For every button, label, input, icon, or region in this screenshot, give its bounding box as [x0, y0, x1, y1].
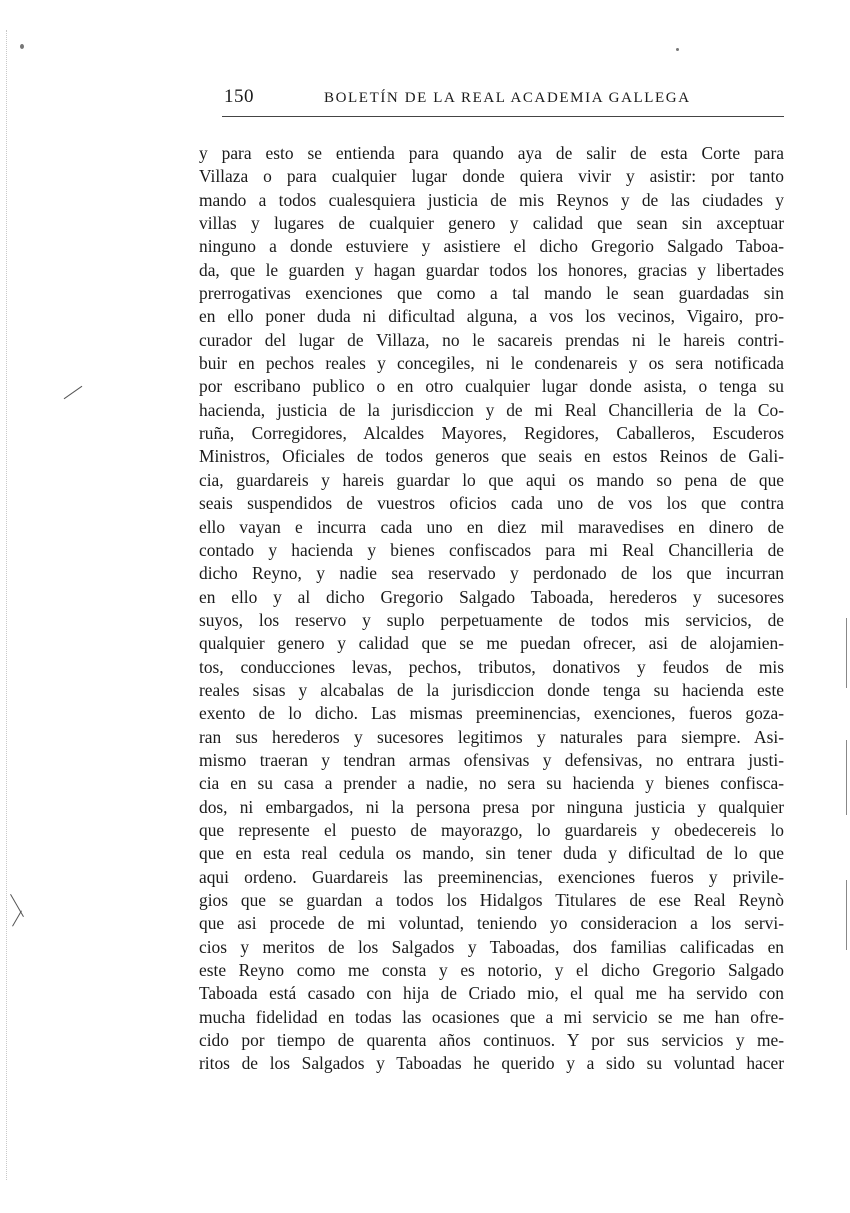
text-line: ritos de los Salgados y Taboadas he querido y a sido su voluntad hacer — [199, 1053, 784, 1074]
scan-edge-mark — [846, 740, 847, 815]
scan-margin-marks — [6, 30, 9, 1180]
text-line: cia en su casa a prender a nadie, no sera su hacienda y bienes confisca- — [199, 773, 784, 794]
page-header — [224, 86, 784, 110]
text-line: dos, ni embargados, ni la persona presa por ninguna justicia y qualquier — [199, 796, 784, 817]
text-line: tos, conducciones levas, pechos, tributos, donativos y feudos de mis — [199, 656, 784, 677]
text-line: ruña, Corregidores, Alcaldes Mayores, Regidores, Caballeros, Escuderos — [199, 423, 784, 444]
text-line: villas y lugares de cualquier genero y calidad que sean sin axceptuar — [199, 213, 784, 234]
text-line: contado y hacienda y bienes confiscados para mi Real Chancilleria de — [199, 539, 784, 560]
text-line: Ministros, Oficiales de todos generos que seais en estos Reinos de Gali- — [199, 446, 784, 467]
text-line: ninguno a donde estuviere y asistiere el dicho Gregorio Salgado Taboa- — [199, 236, 784, 257]
text-line: aqui ordeno. Guardareis las preeminencias, exenciones fueros y privile- — [199, 866, 784, 887]
text-line: cios y meritos de los Salgados y Taboadas, dos familias calificadas en — [199, 936, 784, 957]
text-line: buir en pechos reales y concegiles, ni le condenareis y os sera notificada — [199, 353, 784, 374]
scan-pencil-mark — [64, 386, 83, 399]
header-rule — [222, 116, 784, 117]
text-line: este Reyno como me consta y es notorio, y el dicho Gregorio Salgado — [199, 960, 784, 981]
running-title: BOLETÍN DE LA REAL ACADEMIA GALLEGA — [324, 90, 691, 106]
text-line: cido por tiempo de quarenta años continuos. Y por sus servicios y me- — [199, 1030, 784, 1051]
text-line: mismo traeran y tendran armas ofensivas y defensivas, no entrara justi- — [199, 749, 784, 770]
scan-speck — [20, 44, 24, 49]
scan-edge-mark — [846, 618, 847, 688]
text-line: que en esta real cedula os mando, sin tener duda y dificultad de lo que — [199, 843, 784, 864]
scan-pencil-mark — [10, 894, 24, 917]
text-line: ran sus herederos y sucesores legitimos y naturales para siempre. Asi- — [199, 726, 784, 747]
text-line: exento de lo dicho. Las mismas preeminencias, exenciones, fueros goza- — [199, 703, 784, 724]
text-line: que represente el puesto de mayorazgo, lo guardareis y obedecereis lo — [199, 819, 784, 840]
text-line: reales sisas y alcabalas de la jurisdiccion donde tenga su hacienda este — [199, 679, 784, 700]
text-line: curador del lugar de Villaza, no le sacareis prendas ni le hareis contri- — [199, 329, 784, 350]
text-line: y para esto se entienda para quando aya de salir de esta Corte para — [199, 143, 784, 163]
text-line: mando a todos cualesquiera justicia de mis Reynos y de las ciudades y — [199, 189, 784, 210]
text-line: prerrogativas exenciones que como a tal mando le sean guardadas sin — [199, 283, 784, 304]
scan-pencil-mark — [12, 910, 22, 926]
text-line: qualquier genero y calidad que se me puedan ofrecer, asi de alojamien- — [199, 633, 784, 654]
text-line: ello vayan e incurra cada uno en diez mil maravedises en dinero de — [199, 516, 784, 537]
text-line: seais suspendidos de vuestros oficios cada uno de vos los que contra — [199, 493, 784, 514]
text-line: suyos, los reservo y suplo perpetuamente de todos mis servicios, de — [199, 609, 784, 630]
body-text — [199, 142, 784, 1076]
text-line: hacienda, justicia de la jurisdiccion y de mi Real Chancilleria de la Co- — [199, 399, 784, 420]
text-line: mucha fidelidad en todas las ocasiones que a mi servicio se me han ofre- — [199, 1006, 784, 1027]
text-line: en ello y al dicho Gregorio Salgado Taboada, herederos y sucesores — [199, 586, 784, 607]
text-line: que asi procede de mi voluntad, teniendo yo consideracion a los servi- — [199, 913, 784, 934]
text-line: dicho Reyno, y nadie sea reservado y perdonado de los que incurran — [199, 563, 784, 584]
text-line: cia, guardareis y hareis guardar lo que aqui os mando so pena de que — [199, 469, 784, 490]
text-line: gios que se guardan a todos los Hidalgos Titulares de ese Real Reynò — [199, 890, 784, 910]
text-line: Villaza o para cualquier lugar donde quiera vivir y asistir: por tanto — [199, 166, 784, 187]
page-number: 150 — [224, 86, 254, 107]
scan-edge-mark — [846, 880, 847, 950]
text-line: por escribano publico o en otro cualquier lugar donde asista, o tenga su — [199, 376, 784, 397]
text-line: Taboada está casado con hija de Criado mio, el qual me ha servido con — [199, 983, 784, 1004]
text-line: en ello poner duda ni dificultad alguna, a vos los vecinos, Vigairo, pro- — [199, 306, 784, 327]
scan-speck — [676, 48, 679, 51]
text-line: da, que le guarden y hagan guardar todos los honores, gracias y libertades — [199, 259, 784, 280]
